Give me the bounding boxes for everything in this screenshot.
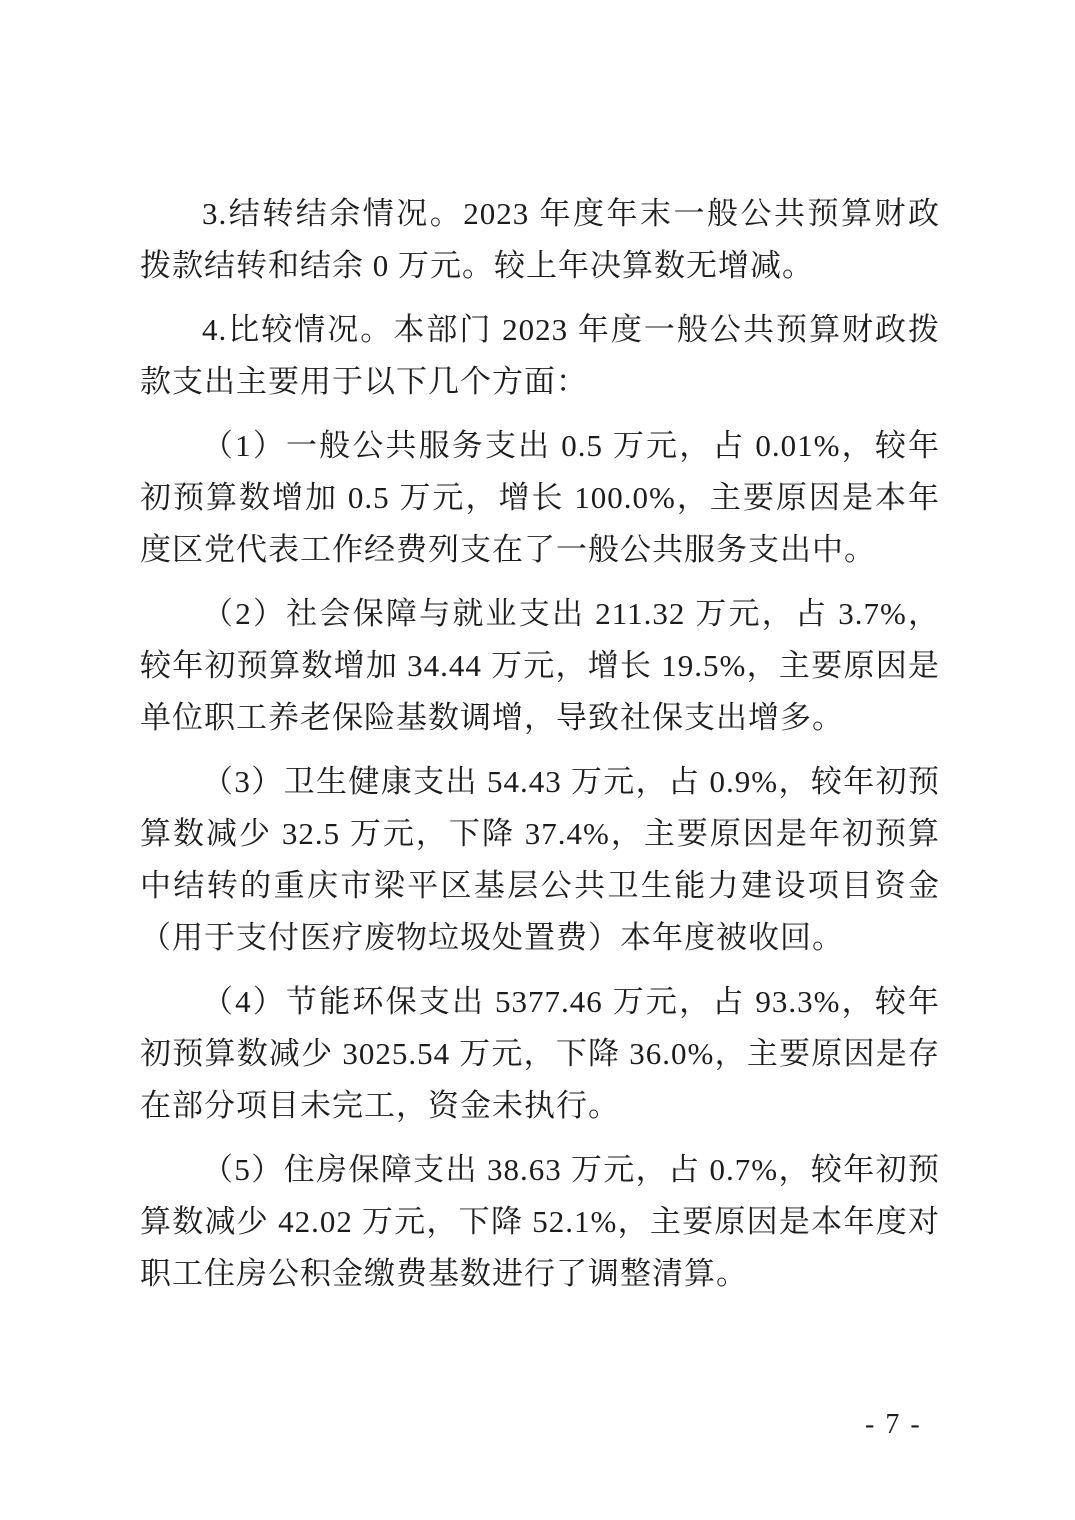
paragraph-item-3-health: （3）卫生健康支出 54.43 万元，占 0.9%，较年初预算数减少 32.5 万元，下降 37.4%，主要原因是年初预算中结转的重庆市梁平区基层公共卫生能力建设项目资金（用于支付医疗废物垃圾处置费）本年度被收回。	[140, 764, 940, 955]
paragraph-item-1-general-public-services: （1）一般公共服务支出 0.5 万元，占 0.01%，较年初预算数增加 0.5 万元，增长 100.0%，主要原因是本年度区党代表工作经费列支在了一般公共服务支出中。	[140, 428, 940, 567]
paragraph-item-4-energy-conservation-environment: （4）节能环保支出 5377.46 万元，占 93.3%，较年初预算数减少 3025.54 万元，下降 36.0%，主要原因是存在部分项目未完工，资金未执行。	[140, 984, 940, 1123]
page-number: - 7 -	[865, 1409, 922, 1440]
paragraph-item-2-social-security-employment: （2）社会保障与就业支出 211.32 万元，占 3.7%，较年初预算数增加 34.44 万元，增长 19.5%，主要原因是单位职工养老保险基数调增，导致社保支出增多。	[140, 596, 940, 735]
paragraph-comparison-intro: 4.比较情况。本部门 2023 年度一般公共预算财政拨款支出主要用于以下几个方面：	[140, 312, 940, 399]
paragraph-carryover-balance: 3.结转结余情况。2023 年度年末一般公共预算财政拨款结转和结余 0 万元。较上年决算数无增减。	[140, 196, 940, 283]
document-body	[140, 188, 940, 1312]
paragraph-item-5-housing-security: （5）住房保障支出 38.63 万元，占 0.7%，较年初预算数减少 42.02 万元，下降 52.1%，主要原因是本年度对职工住房公积金缴费基数进行了调整清算。	[140, 1152, 940, 1291]
